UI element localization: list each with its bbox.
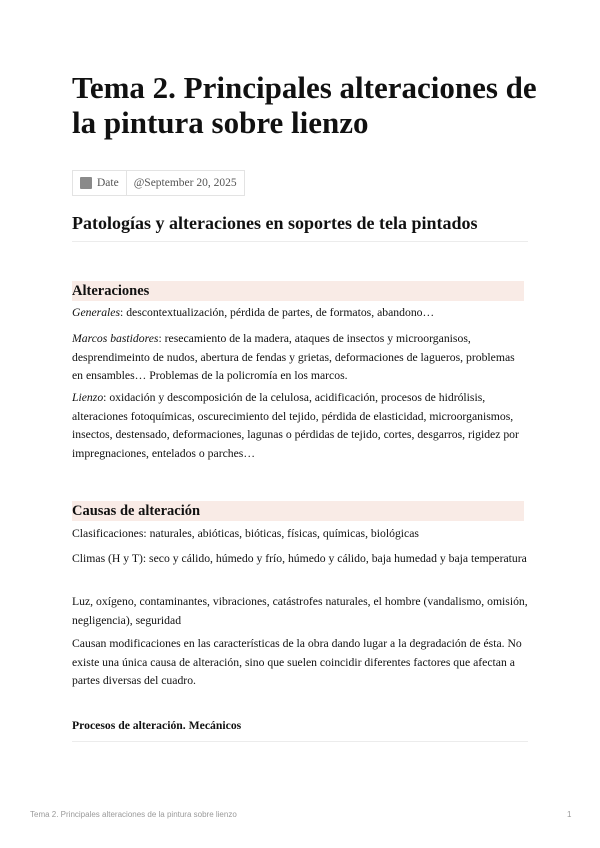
causas-clasificaciones: Clasificaciones: naturales, abióticas, bióticas, físicas, químicas, biológicas	[72, 527, 419, 540]
footer-title: Tema 2. Principales alteraciones de la pintura sobre lienzo	[30, 810, 237, 819]
date-property	[72, 170, 245, 196]
footer-page-number: 1	[567, 810, 572, 819]
date-property-value-cell	[126, 171, 244, 195]
alteraciones-heading	[72, 281, 524, 301]
date-value: @September 20, 2025	[133, 177, 237, 189]
alteraciones-heading-text: Alteraciones	[72, 283, 150, 299]
calendar-icon	[80, 177, 92, 189]
term-marcos: Marcos bastidores	[72, 332, 159, 345]
text-generales: : descontextualización, pérdida de partes, de formatos, abandono…	[120, 306, 435, 319]
term-generales: Generales	[72, 306, 121, 319]
causas-climas: Climas (H y T): seco y cálido, húmedo y frío, húmedo y cálido, baja humedad y baja temperatura	[72, 552, 527, 565]
procesos-heading: Procesos de alteración. Mecánicos	[72, 719, 528, 742]
date-property-label-cell	[73, 171, 126, 195]
causas-factores: Luz, oxígeno, contaminantes, vibraciones, catástrofes naturales, el hombre (vandalismo, omisión, negligencia), seguridad	[72, 595, 528, 627]
text-marcos: : resecamiento de la madera, ataques de insectos y microorganisos, desprendimeinto de nudos, abertura de fendas y grietas, deformaciones de lagueros, problemas en ensambles… Problemas de la policromía en los marcos.	[72, 332, 515, 382]
alteraciones-lienzo	[72, 389, 528, 463]
text-lienzo: : oxidación y descomposición de la celulosa, acidificación, procesos de hidrólisis, alteraciones fotoquímicas, oscurecimiento del tejido, pérdida de elasticidad, microorganismos, insectos, destensado, deformaciones, lagunas o pérdidas de tejido, cortes, desgarros, rigidez por impregnaciones, entelados o parches…	[72, 391, 519, 460]
term-lienzo: Lienzo	[72, 391, 104, 404]
alteraciones-generales	[72, 304, 528, 323]
date-label: Date	[97, 177, 119, 189]
causas-heading	[72, 501, 524, 521]
alteraciones-marcos	[72, 330, 528, 386]
page-title: Tema 2. Principales alteraciones de la pintura sobre lienzo	[72, 70, 537, 140]
causas-heading-text: Causas de alteración	[72, 503, 201, 519]
causas-modificaciones: Causan modificaciones en las características de la obra dando lugar a la degradación de ésta. No existe una única causa de alteración, sino que suelen coincidir diferentes factores que afectan a partes diversas del cuadro.	[72, 637, 522, 687]
section-heading: Patologías y alteraciones en soportes de tela pintados	[72, 213, 528, 242]
